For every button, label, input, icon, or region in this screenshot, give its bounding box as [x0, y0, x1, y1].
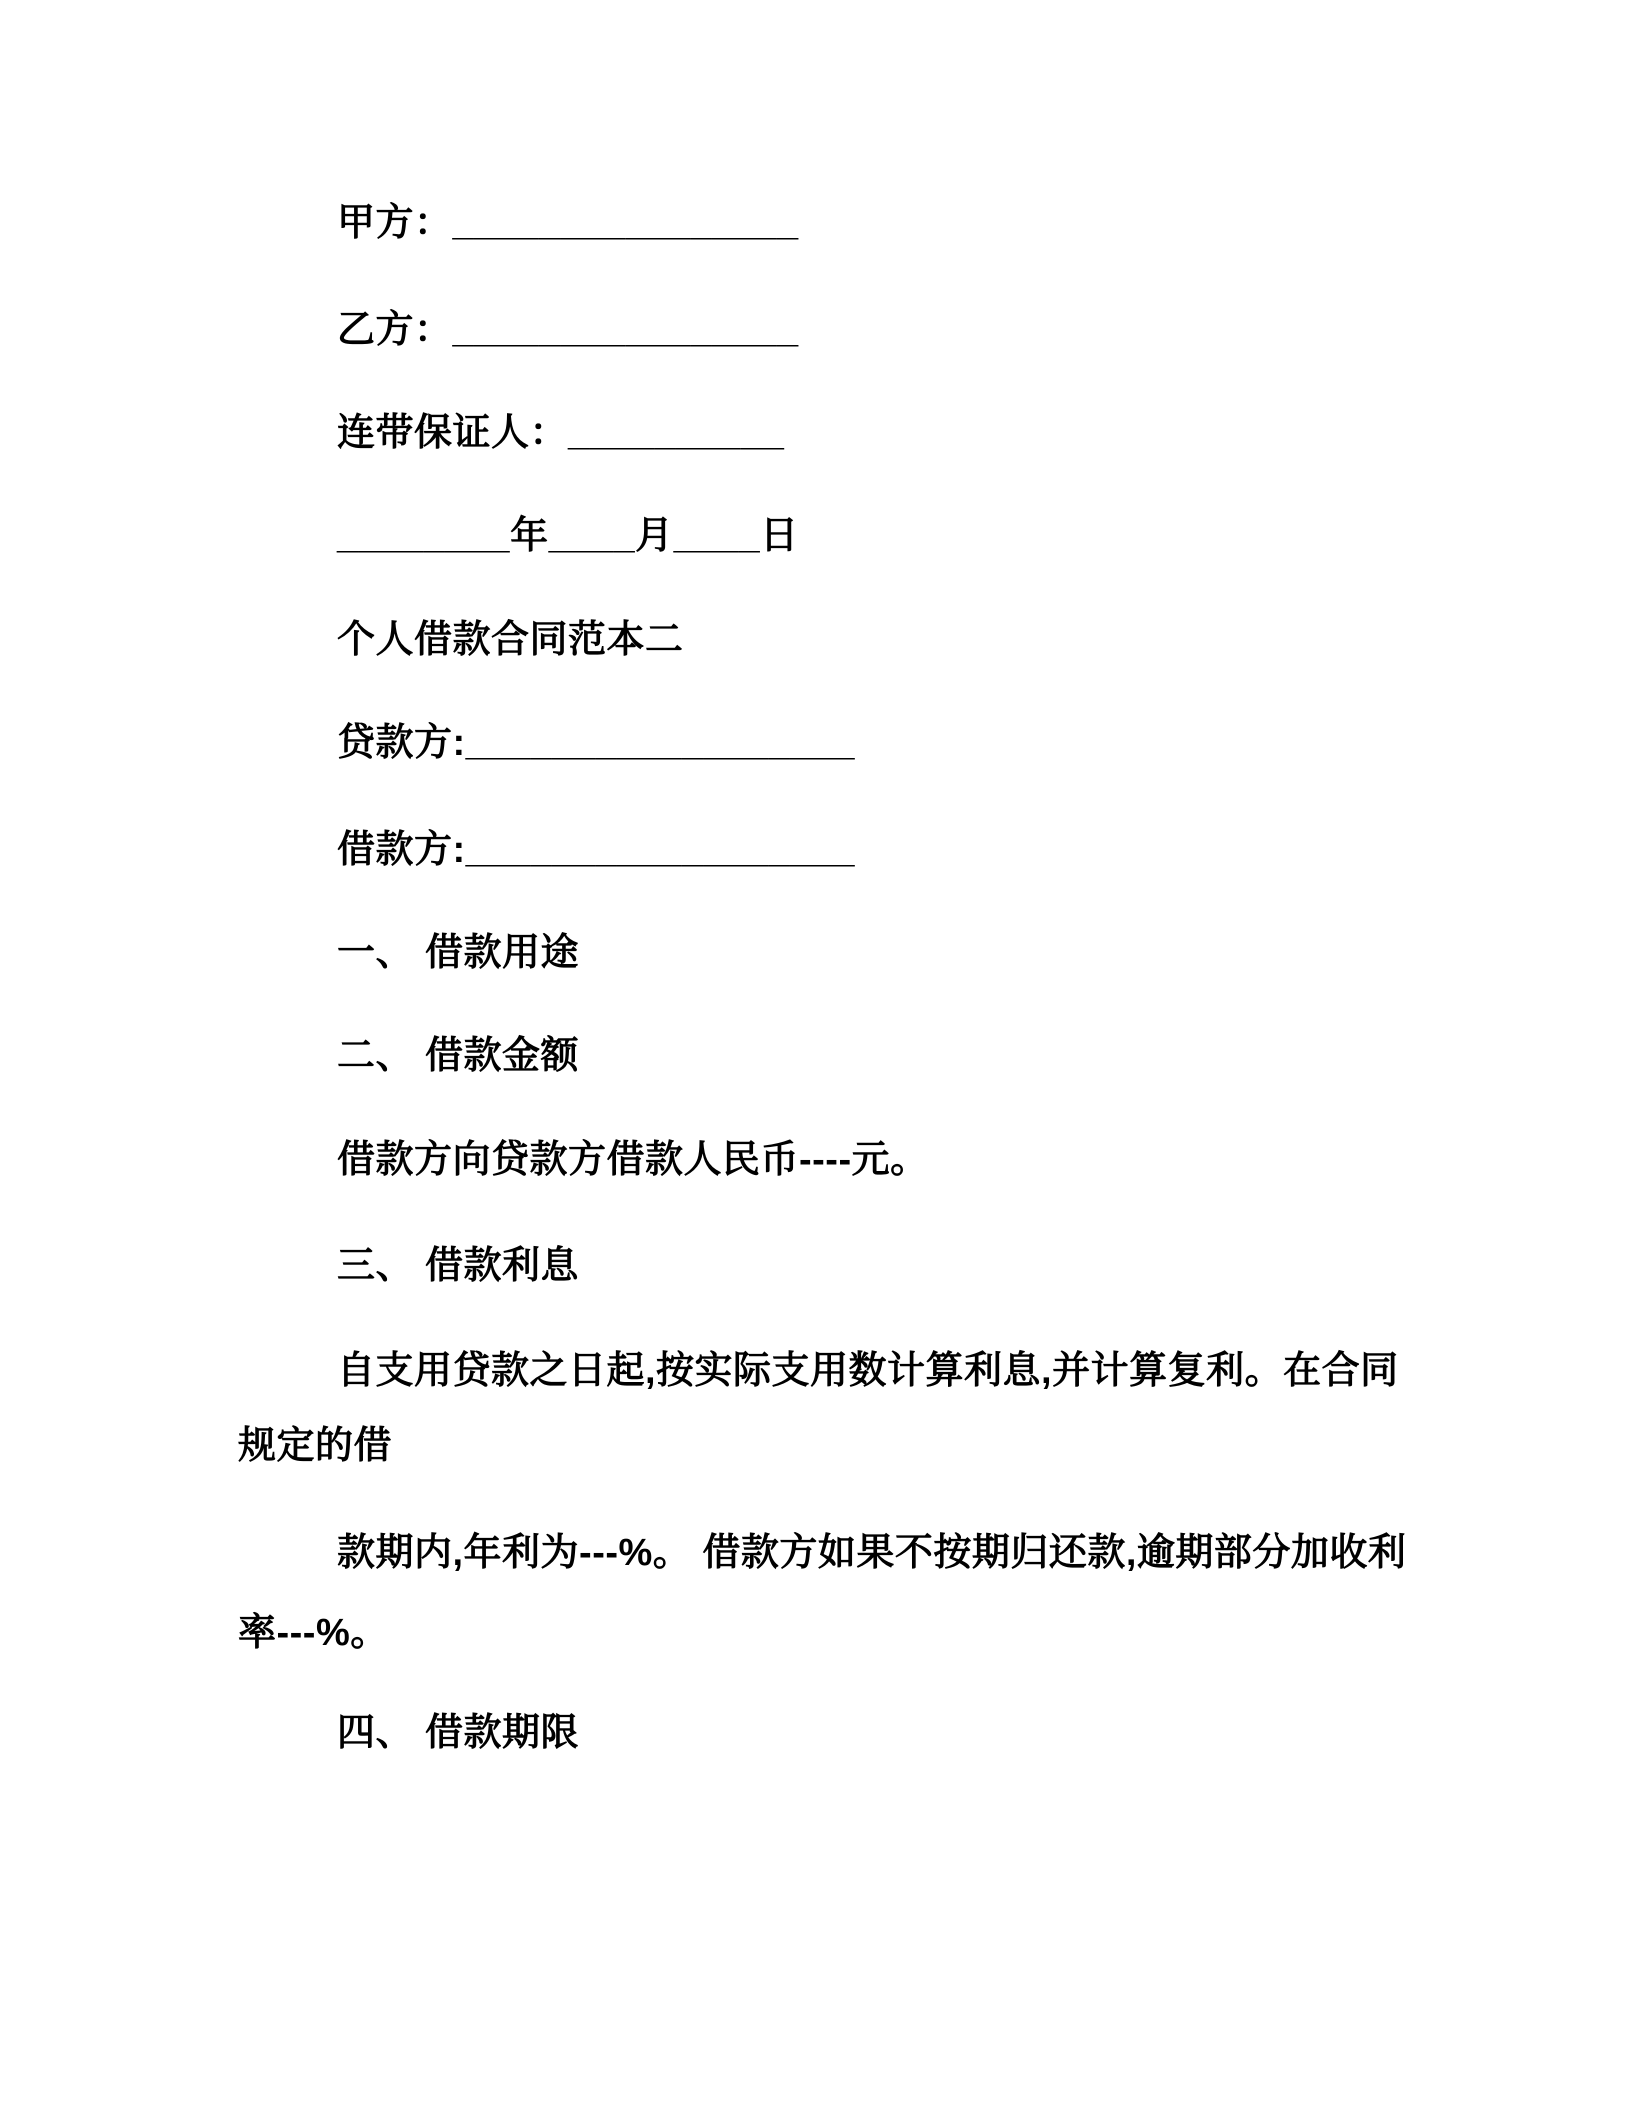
party-b-blank-line: 乙方：________________ [337, 309, 799, 351]
heading-1-loan-purpose: 一、 借款用途 [337, 932, 580, 974]
heading-3-loan-interest: 三、 借款利息 [337, 1245, 580, 1287]
date-blank-line: ________年____月____日 [337, 515, 799, 557]
interest-paragraph-line-1: 自支用贷款之日起,按实际支用数计算利息,并计算复利。在合同 [337, 1350, 1399, 1392]
party-a-blank-line: 甲方：________________ [337, 202, 799, 244]
guarantor-blank-line: 连带保证人：__________ [337, 412, 785, 454]
borrower-blank-line: 借款方:__________________ [337, 829, 856, 871]
interest-paragraph-line-4: 率---%。 [238, 1612, 389, 1654]
heading-4-loan-term: 四、 借款期限 [337, 1712, 580, 1754]
template-subtitle: 个人借款合同范本二 [337, 619, 684, 661]
loan-amount-body-line: 借款方向贷款方借款人民币----元。 [337, 1139, 929, 1181]
interest-paragraph-line-3: 款期内,年利为---%。 借款方如果不按期归还款,逾期部分加收利 [337, 1532, 1407, 1574]
heading-2-loan-amount: 二、 借款金额 [337, 1035, 580, 1077]
interest-paragraph-line-2: 规定的借 [238, 1425, 393, 1467]
lender-blank-line: 贷款方:__________________ [337, 722, 856, 764]
